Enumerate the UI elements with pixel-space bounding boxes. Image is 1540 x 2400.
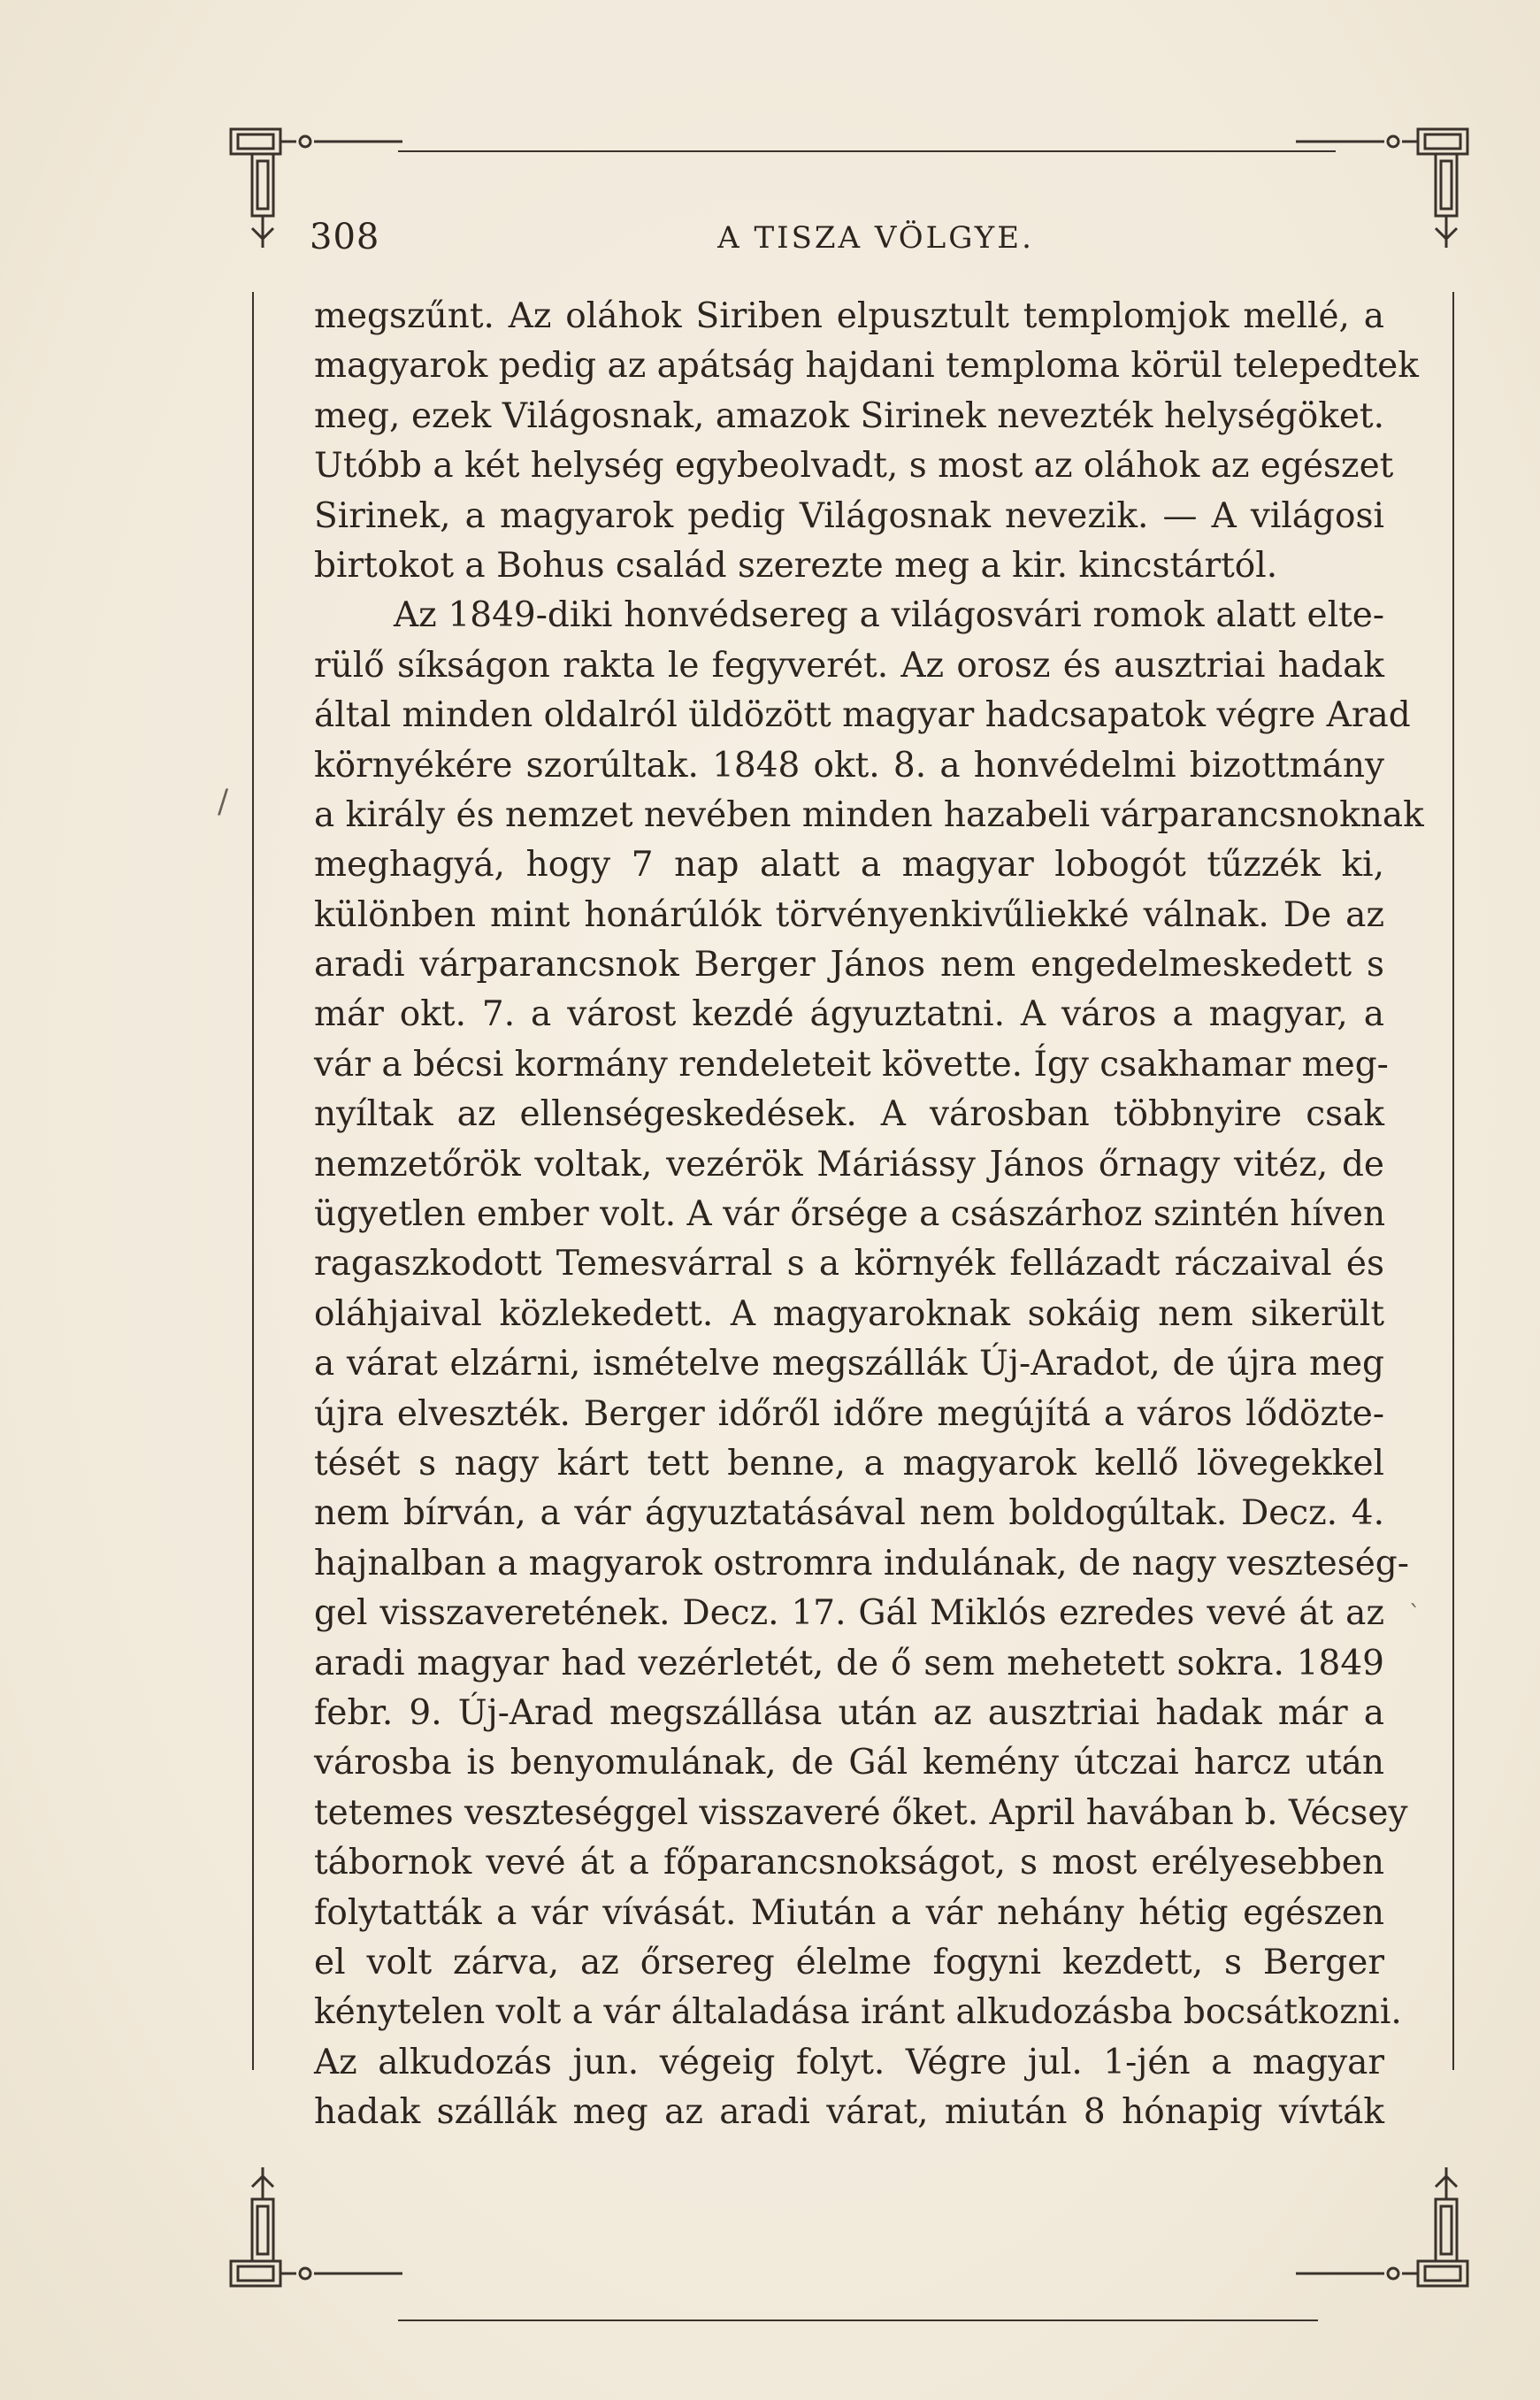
text-line: újra elveszték. Berger időről időre megújítá a város lődözte- bbox=[314, 1393, 1384, 1434]
text-line: folytatták a vár vívását. Miután a vár nehány hétig egészen bbox=[314, 1892, 1384, 1933]
text-line: a várat elzárni, ismételve megszállák Új-Aradot, de újra meg bbox=[314, 1344, 1384, 1384]
text-line: Az 1849-diki honvédsereg a világosvári romok alatt elte- bbox=[394, 595, 1384, 636]
text-line: meghagyá, hogy 7 nap alatt a magyar lobogót tűzzék ki, bbox=[314, 845, 1384, 886]
ornament-corner-icon bbox=[226, 124, 402, 301]
text-line: aradi magyar had vezérletét, de ő sem mehetett sokra. 1849 bbox=[314, 1643, 1384, 1683]
text-line: Az alkudozás jun. végeig folyt. Végre jul. 1-jén a magyar bbox=[314, 2042, 1384, 2082]
text-line: febr. 9. Új-Arad megszállása után az ausztriai hadak már a bbox=[314, 1692, 1384, 1733]
text-line: gel visszaveretének. Decz. 17. Gál Miklós ezredes vevé át az bbox=[314, 1593, 1384, 1634]
text-line: ügyetlen ember volt. A vár őrsége a császárhoz szintén híven bbox=[314, 1194, 1386, 1235]
text-line: el volt zárva, az őrsereg élelme fogyni kezdett, s Berger bbox=[314, 1942, 1384, 1982]
text-line: által minden oldalról üldözött magyar hadcsapatok végre Arad bbox=[314, 695, 1411, 736]
text-line: vár a bécsi kormány rendeleteit követte. Így csakhamar meg- bbox=[314, 1044, 1389, 1085]
frame-bottom-rule bbox=[398, 2319, 1318, 2321]
text-line: környékére szorúltak. 1848 okt. 8. a honvédelmi bizottmány bbox=[314, 745, 1384, 786]
text-line: oláhjaival közlekedett. A magyaroknak sokáig nem sikerült bbox=[314, 1293, 1384, 1334]
text-line: nem bírván, a vár ágyuztatásával nem boldogúltak. Decz. 4. bbox=[314, 1493, 1384, 1534]
text-line: nemzetőrök voltak, vezérök Máriássy János őrnagy vitéz, de bbox=[314, 1144, 1384, 1185]
running-title: A TISZA VÖLGYE. bbox=[717, 220, 1034, 256]
text-line: aradi várparancsnok Berger János nem engedelmeskedett s bbox=[314, 945, 1384, 985]
text-line: hadak szállák meg az aradi várat, miután 8 hónapig vívták bbox=[314, 2092, 1384, 2133]
text-line: már okt. 7. a várost kezdé ágyuztatni. A város a magyar, a bbox=[314, 994, 1384, 1035]
text-line: meg, ezek Világosnak, amazok Sirinek nevezték helységöket. bbox=[314, 395, 1384, 436]
text-line: tetemes veszteséggel visszaveré őket. April havában b. Vécsey bbox=[314, 1792, 1408, 1833]
text-line: tését s nagy kárt tett benne, a magyarok kellő lövegekkel bbox=[314, 1443, 1384, 1484]
text-line: kénytelen volt a vár általadása iránt alkudozásba bocsátkozni. bbox=[314, 1992, 1402, 2033]
text-line: nyíltak az ellenségeskedések. A városban többnyire csak bbox=[314, 1094, 1384, 1135]
text-line: különben mint honárúlók törvényenkivűliekké válnak. De az bbox=[314, 894, 1384, 935]
text-line: magyarok pedig az apátság hajdani temploma körül telepedtek bbox=[314, 346, 1419, 387]
frame-top-rule bbox=[398, 150, 1336, 152]
body-text bbox=[314, 292, 1424, 2137]
text-line: hajnalban a magyarok ostromra indulának, de nagy veszteség- bbox=[314, 1543, 1409, 1583]
margin-mark-left: / bbox=[218, 784, 229, 820]
text-line: birtokot a Bohus család szerezte meg a kir. kincstártól. bbox=[314, 545, 1278, 586]
text-line: városba is benyomulának, de Gál kemény útczai harcz után bbox=[314, 1743, 1384, 1783]
text-line: Sirinek, a magyarok pedig Világosnak nevezik. — A világosi bbox=[314, 495, 1384, 536]
text-line: megszűnt. Az oláhok Siriben elpusztult templomjok mellé, a bbox=[314, 296, 1384, 336]
text-line: rülő síkságon rakta le fegyverét. Az orosz és ausztriai hadak bbox=[314, 645, 1384, 686]
text-line: Utóbb a két helység egybeolvadt, s most az oláhok az egészet bbox=[314, 446, 1394, 487]
ornament-corner-icon bbox=[1296, 124, 1473, 301]
text-line: tábornok vevé át a főparancsnokságot, s most erélyesebben bbox=[314, 1843, 1384, 1883]
ornament-corner-icon bbox=[1296, 2114, 1473, 2291]
running-head bbox=[310, 217, 1442, 261]
frame-left-rule bbox=[252, 292, 254, 2070]
ornament-corner-icon bbox=[226, 2114, 402, 2291]
page-number: 308 bbox=[310, 217, 380, 257]
margin-mark-right: ` bbox=[1409, 1601, 1421, 1628]
frame-right-rule bbox=[1452, 292, 1454, 2070]
text-line: a király és nemzet nevében minden hazabeli várparancsnoknak bbox=[314, 794, 1424, 835]
text-line: ragaszkodott Temesvárral s a környék fellázadt ráczaival és bbox=[314, 1244, 1384, 1284]
